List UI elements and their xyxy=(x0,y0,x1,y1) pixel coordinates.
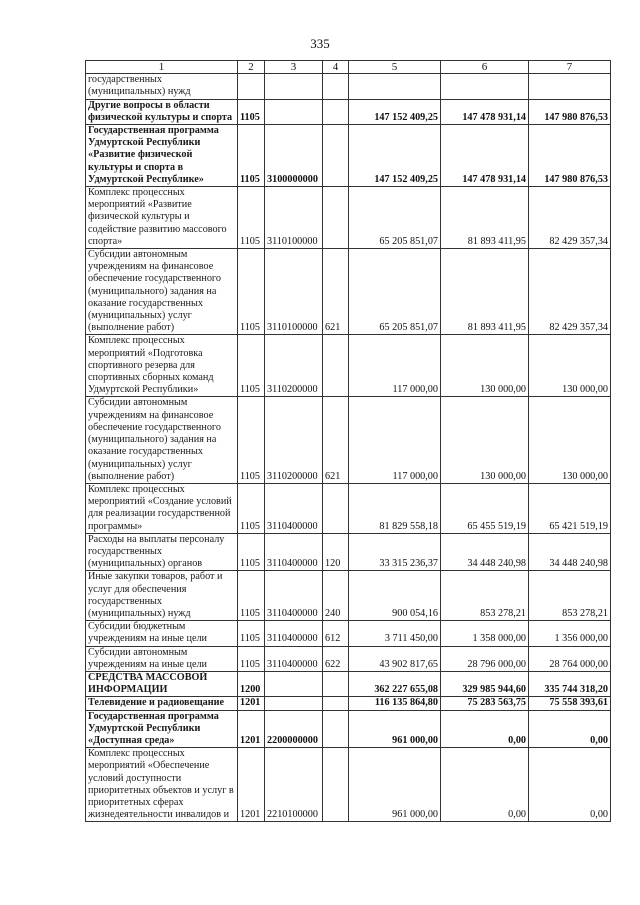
amount-col-7 xyxy=(529,74,611,99)
table-row xyxy=(86,710,611,748)
expense-type-code: 622 xyxy=(323,646,349,671)
header-col-5: 5 xyxy=(349,61,441,74)
amount-col-7: 853 278,21 xyxy=(529,571,611,621)
amount-col-7: 75 558 393,61 xyxy=(529,697,611,710)
table-row xyxy=(86,621,611,646)
amount-col-6: 0,00 xyxy=(441,710,529,748)
amount-col-6: 1 358 000,00 xyxy=(441,621,529,646)
header-col-3: 3 xyxy=(265,61,323,74)
row-name: Государственная программа Удмуртской Республики «Развитие физической культуры и спорта в Удмуртской Республике» xyxy=(86,125,238,187)
section-code: 1201 xyxy=(238,710,265,748)
row-name: Государственная программа Удмуртской Республики «Доступная среда» xyxy=(86,710,238,748)
expense-type-code: 612 xyxy=(323,621,349,646)
target-article-code: 2210100000 xyxy=(265,748,323,822)
expense-type-code xyxy=(323,335,349,397)
section-code: 1105 xyxy=(238,621,265,646)
amount-col-6: 130 000,00 xyxy=(441,335,529,397)
amount-col-5: 117 000,00 xyxy=(349,397,441,483)
amount-col-5: 362 227 655,08 xyxy=(349,671,441,696)
table-row xyxy=(86,697,611,710)
row-name: Комплекс процессных мероприятий «Развитие физической культуры и содействие развитию массового спорта» xyxy=(86,187,238,249)
table-row xyxy=(86,249,611,335)
table-row xyxy=(86,671,611,696)
row-name: Комплекс процессных мероприятий «Обеспечение условий доступности приоритетных объектов и услуг в приоритетных сферах жизнедеятельности инвалидов и xyxy=(86,748,238,822)
amount-col-7: 65 421 519,19 xyxy=(529,483,611,533)
table-row xyxy=(86,125,611,187)
header-col-2: 2 xyxy=(238,61,265,74)
amount-col-7: 0,00 xyxy=(529,748,611,822)
target-article-code: 3100000000 xyxy=(265,125,323,187)
amount-col-7: 82 429 357,34 xyxy=(529,249,611,335)
target-article-code xyxy=(265,671,323,696)
amount-col-7: 28 764 000,00 xyxy=(529,646,611,671)
expense-type-code xyxy=(323,710,349,748)
section-code: 1105 xyxy=(238,646,265,671)
section-code: 1201 xyxy=(238,748,265,822)
table-row xyxy=(86,99,611,124)
page-number: 335 xyxy=(310,36,330,51)
amount-col-7: 335 744 318,20 xyxy=(529,671,611,696)
target-article-code: 3110400000 xyxy=(265,646,323,671)
amount-col-5: 33 315 236,37 xyxy=(349,533,441,571)
expense-type-code: 240 xyxy=(323,571,349,621)
amount-col-6: 853 278,21 xyxy=(441,571,529,621)
table-row xyxy=(86,335,611,397)
amount-col-6: 34 448 240,98 xyxy=(441,533,529,571)
row-name: Другие вопросы в области физической культуры и спорта xyxy=(86,99,238,124)
header-col-7: 7 xyxy=(529,61,611,74)
expense-type-code xyxy=(323,125,349,187)
expense-type-code xyxy=(323,99,349,124)
amount-col-5: 81 829 558,18 xyxy=(349,483,441,533)
row-name: Субсидии автономным учреждениям на иные цели xyxy=(86,646,238,671)
target-article-code xyxy=(265,99,323,124)
section-code: 1105 xyxy=(238,187,265,249)
section-code: 1105 xyxy=(238,249,265,335)
amount-col-6: 147 478 931,14 xyxy=(441,125,529,187)
expense-type-code xyxy=(323,483,349,533)
table-row xyxy=(86,646,611,671)
target-article-code xyxy=(265,697,323,710)
section-code xyxy=(238,74,265,99)
table-row xyxy=(86,397,611,483)
target-article-code: 3110400000 xyxy=(265,571,323,621)
amount-col-6 xyxy=(441,74,529,99)
row-name: Субсидии бюджетным учреждениям на иные цели xyxy=(86,621,238,646)
amount-col-5: 117 000,00 xyxy=(349,335,441,397)
amount-col-5: 116 135 864,80 xyxy=(349,697,441,710)
target-article-code: 2200000000 xyxy=(265,710,323,748)
amount-col-6: 81 893 411,95 xyxy=(441,187,529,249)
amount-col-6: 75 283 563,75 xyxy=(441,697,529,710)
row-name: Субсидии автономным учреждениям на финансовое обеспечение государственного (муниципального) задания на оказание государственных (муниципальных) услуг (выполнение работ) xyxy=(86,249,238,335)
amount-col-5 xyxy=(349,74,441,99)
header-col-4: 4 xyxy=(323,61,349,74)
row-name: Комплекс процессных мероприятий «Подготовка спортивного резерва для спортивных сборных команд Удмуртской Республики» xyxy=(86,335,238,397)
amount-col-5: 43 902 817,65 xyxy=(349,646,441,671)
budget-table xyxy=(85,60,611,822)
section-code: 1105 xyxy=(238,125,265,187)
section-code: 1200 xyxy=(238,671,265,696)
expense-type-code xyxy=(323,671,349,696)
amount-col-5: 147 152 409,25 xyxy=(349,125,441,187)
table-row xyxy=(86,571,611,621)
amount-col-5: 3 711 450,00 xyxy=(349,621,441,646)
target-article-code xyxy=(265,74,323,99)
amount-col-6: 81 893 411,95 xyxy=(441,249,529,335)
target-article-code: 3110400000 xyxy=(265,621,323,646)
table-row xyxy=(86,533,611,571)
target-article-code: 3110100000 xyxy=(265,187,323,249)
amount-col-6: 0,00 xyxy=(441,748,529,822)
expense-type-code xyxy=(323,748,349,822)
section-code: 1105 xyxy=(238,483,265,533)
amount-col-6: 130 000,00 xyxy=(441,397,529,483)
amount-col-7: 34 448 240,98 xyxy=(529,533,611,571)
expense-type-code: 120 xyxy=(323,533,349,571)
expense-type-code xyxy=(323,74,349,99)
header-col-6: 6 xyxy=(441,61,529,74)
section-code: 1105 xyxy=(238,335,265,397)
target-article-code: 3110100000 xyxy=(265,249,323,335)
amount-col-7: 130 000,00 xyxy=(529,397,611,483)
amount-col-6: 329 985 944,60 xyxy=(441,671,529,696)
expense-type-code: 621 xyxy=(323,249,349,335)
amount-col-7: 147 980 876,53 xyxy=(529,125,611,187)
section-code: 1105 xyxy=(238,99,265,124)
amount-col-6: 65 455 519,19 xyxy=(441,483,529,533)
target-article-code: 3110200000 xyxy=(265,335,323,397)
target-article-code: 3110400000 xyxy=(265,483,323,533)
amount-col-6: 28 796 000,00 xyxy=(441,646,529,671)
table-row xyxy=(86,187,611,249)
amount-col-5: 65 205 851,07 xyxy=(349,249,441,335)
amount-col-5: 961 000,00 xyxy=(349,748,441,822)
amount-col-6: 147 478 931,14 xyxy=(441,99,529,124)
amount-col-7: 130 000,00 xyxy=(529,335,611,397)
amount-col-7: 82 429 357,34 xyxy=(529,187,611,249)
amount-col-7: 0,00 xyxy=(529,710,611,748)
row-name: Субсидии автономным учреждениям на финансовое обеспечение государственного (муниципального) задания на оказание государственных (муниципальных) услуг (выполнение работ) xyxy=(86,397,238,483)
target-article-code: 3110400000 xyxy=(265,533,323,571)
amount-col-7: 147 980 876,53 xyxy=(529,99,611,124)
row-name: СРЕДСТВА МАССОВОЙ ИНФОРМАЦИИ xyxy=(86,671,238,696)
amount-col-5: 65 205 851,07 xyxy=(349,187,441,249)
table-row xyxy=(86,483,611,533)
section-code: 1105 xyxy=(238,533,265,571)
row-name: Комплекс процессных мероприятий «Создание условий для реализации государственной программы» xyxy=(86,483,238,533)
row-name: Иные закупки товаров, работ и услуг для обеспечения государственных (муниципальных) нужд xyxy=(86,571,238,621)
expense-type-code: 621 xyxy=(323,397,349,483)
row-name: Расходы на выплаты персоналу государственных (муниципальных) органов xyxy=(86,533,238,571)
amount-col-7: 1 356 000,00 xyxy=(529,621,611,646)
header-row xyxy=(86,61,611,74)
amount-col-5: 147 152 409,25 xyxy=(349,99,441,124)
row-name: государственных (муниципальных) нужд xyxy=(86,74,238,99)
expense-type-code xyxy=(323,697,349,710)
section-code: 1105 xyxy=(238,571,265,621)
expense-type-code xyxy=(323,187,349,249)
amount-col-5: 961 000,00 xyxy=(349,710,441,748)
table-row xyxy=(86,748,611,822)
row-name: Телевидение и радиовещание xyxy=(86,697,238,710)
section-code: 1201 xyxy=(238,697,265,710)
section-code: 1105 xyxy=(238,397,265,483)
table-row xyxy=(86,74,611,99)
target-article-code: 3110200000 xyxy=(265,397,323,483)
amount-col-5: 900 054,16 xyxy=(349,571,441,621)
header-col-1: 1 xyxy=(86,61,238,74)
